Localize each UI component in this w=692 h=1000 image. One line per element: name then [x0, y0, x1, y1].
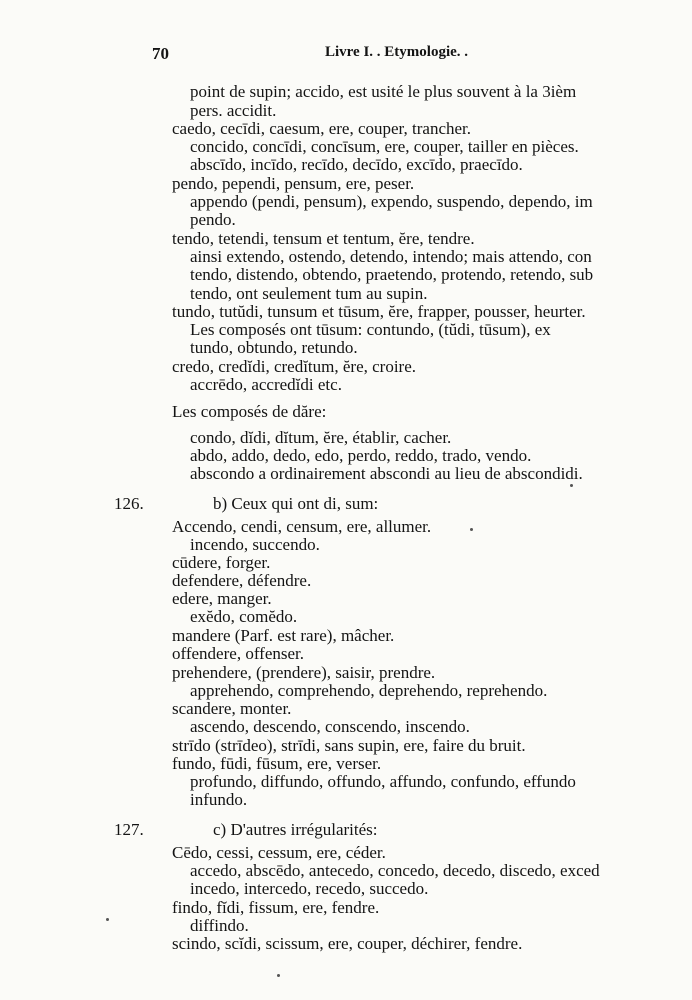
text-line: tendo, ont seulement tum au supin.: [190, 284, 428, 303]
text-line: fundo, fūdi, fūsum, ere, verser.: [172, 754, 382, 773]
text-line: tendo, distendo, obtendo, praetendo, protendo, retendo, sub: [190, 265, 594, 284]
text-line: scandere, monter.: [172, 699, 292, 718]
section-label-127: c) D'autres irrégularités:: [213, 820, 378, 839]
text-line: tendo, tetendi, tensum et tentum, ĕre, tendre.: [172, 229, 475, 248]
text-line: tundo, obtundo, retundo.: [190, 338, 358, 357]
text-line: concido, concīdi, concīsum, ere, couper, tailler en pièces.: [190, 137, 579, 156]
text-line: accedo, abscēdo, antecedo, concedo, decedo, discedo, exced: [190, 861, 600, 880]
text-line: pendo.: [190, 210, 236, 229]
text-line: Les composés ont tūsum: contundo, (tŭdi, tūsum), ex: [190, 320, 551, 339]
text-line: pers. accidit.: [190, 101, 277, 120]
text-line: edere, manger.: [172, 589, 272, 608]
text-line: abdo, addo, dedo, edo, perdo, reddo, trado, vendo.: [190, 446, 532, 465]
text-line: condo, dĭdi, dĭtum, ĕre, établir, cacher.: [190, 428, 452, 447]
text-line: pendo, pependi, pensum, ere, peser.: [172, 174, 415, 193]
text-line: incendo, succendo.: [190, 535, 320, 554]
text-line: appendo (pendi, pensum), expendo, suspendo, dependo, im: [190, 192, 593, 211]
text-line: Accendo, cendi, censum, ere, allumer.: [172, 517, 432, 536]
ink-speck: [570, 484, 573, 487]
section-label-126: b) Ceux qui ont di, sum:: [213, 494, 379, 513]
text-line: ainsi extendo, ostendo, detendo, intendo; mais attendo, con: [190, 247, 592, 266]
text-line: infundo.: [190, 790, 248, 809]
ink-speck: [277, 974, 280, 977]
text-line: accrēdo, accredĭdi etc.: [190, 375, 342, 394]
text-line: caedo, cecīdi, caesum, ere, couper, trancher.: [172, 119, 472, 138]
text-line: profundo, diffundo, offundo, affundo, confundo, effundo: [190, 772, 576, 791]
text-line: point de supin; accido, est usité le plus souvent à la 3ièm: [190, 82, 577, 101]
text-line: Cēdo, cessi, cessum, ere, céder.: [172, 843, 386, 862]
page-number: 70: [152, 44, 169, 63]
text-line: ascendo, descendo, conscendo, inscendo.: [190, 717, 470, 736]
running-title: Livre I. . Etymologie. .: [325, 44, 469, 60]
text-line: diffindo.: [190, 916, 249, 935]
text-line: abscīdo, incīdo, recīdo, decīdo, excīdo, praecīdo.: [190, 155, 523, 174]
ink-speck: [470, 528, 473, 531]
text-line: strīdo (strīdeo), strīdi, sans supin, ere, faire du bruit.: [172, 736, 526, 755]
text-line: incedo, intercedo, recedo, succedo.: [190, 879, 429, 898]
text-line: exĕdo, comĕdo.: [190, 607, 298, 626]
text-line: offendere, offenser.: [172, 644, 305, 663]
text-line: prehendere, (prendere), saisir, prendre.: [172, 663, 436, 682]
text-line: Les composés de dăre:: [172, 402, 327, 421]
text-line: defendere, défendre.: [172, 571, 312, 590]
section-number-127: 127.: [114, 820, 144, 839]
text-line: mandere (Parf. est rare), mâcher.: [172, 626, 395, 645]
text-line: tundo, tutŭdi, tunsum et tūsum, ĕre, frapper, pousser, heurter.: [172, 302, 586, 321]
text-line: scindo, scĭdi, scissum, ere, couper, déchirer, fendre.: [172, 934, 523, 953]
text-line: abscondo a ordinairement abscondi au lieu de abscondidi.: [190, 464, 583, 483]
text-line: findo, fĭdi, fissum, ere, fendre.: [172, 898, 380, 917]
ink-speck: [106, 918, 109, 921]
section-number-126: 126.: [114, 494, 144, 513]
text-line: credo, credĭdi, credĭtum, ĕre, croire.: [172, 357, 417, 376]
text-line: apprehendo, comprehendo, deprehendo, reprehendo.: [190, 681, 548, 700]
text-line: cūdere, forger.: [172, 553, 271, 572]
